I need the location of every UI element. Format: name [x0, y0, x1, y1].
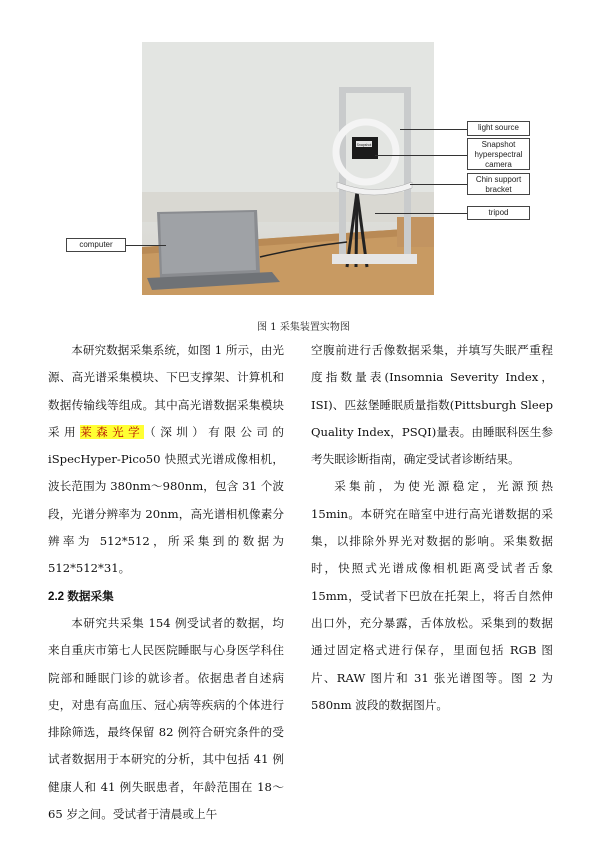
figure-caption: 图 1 采集装置实物图	[257, 322, 350, 333]
chin-support-callout: Chin support bracket	[467, 173, 530, 195]
computer-leader	[126, 245, 166, 246]
right-column	[311, 337, 553, 719]
paragraph-text: 本研究数据采集系统，如图 1 所示，由光源、高光谱采集模块、下巴支撑架、计算机和数据传输线等组成。其中高光谱数据采集模块采用	[48, 343, 284, 439]
camera-callout: Snapshot hyperspectral camera	[467, 138, 530, 170]
apparatus-photo	[142, 42, 434, 295]
paragraph-procedure: 采集前，为使光源稳定，光源预热 15min。本研究在暗室中进行高光谱数据的采集，以排除外界光对数据的影响。采集数据时，快照式光谱成像相机距离受试者舌象 15mm，受试者下巴放在托架上，将舌自然伸出口外，充分暴露，舌体放松。采集到的数据通过固定格式进行保存，里面包括 RGB 图片、RAW 图片和 31 张光谱图等。图 2 为 580nm 波段的数据图片。	[311, 479, 553, 712]
highlighted-company: 莱森光学	[80, 424, 145, 439]
paragraph-text: （深圳）有限公司的 iSpecHyper-Pico50 快照式光谱成像相机，波长范围为 380nm～980nm，包含 31 个波段，光谱分辨率为 20nm，高光谱相机像素分辨率为 512*512，所采集到的数据为 512*512*31。	[48, 424, 284, 576]
camera-leader	[375, 155, 467, 156]
paragraph-questionnaire: 空腹前进行舌像数据采集，并填写失眠严重程度指数量表(Insomnia Severity Index，ISI)、匹兹堡睡眠质量指数(Pittsburgh Sleep Quality Index，PSQI)量表。由睡眠科医生参考失眠诊断指南，确定受试者诊断结果。	[311, 343, 553, 467]
tripod-leader	[375, 213, 467, 214]
paragraph-subjects: 本研究共采集 154 例受试者的数据，均来自重庆市第七人民医院睡眠与心身医学科住院部和睡眠门诊的就诊者。依据患者自述病史，对患有高血压、冠心病等疾病的个体进行排除筛选，最终保留 82 例符合研究条件的受试者数据用于本研究的分析，其中包括 41 例健康人和 41 例失眠患者，年龄范围在 18～65 岁之间。受试者于清晨或上午	[48, 615, 284, 822]
tripod-callout: tripod	[467, 206, 530, 220]
camera-label: Snapshot	[356, 143, 372, 147]
paragraph-system	[48, 337, 284, 583]
light-source-leader	[400, 129, 467, 130]
computer-callout: computer	[66, 238, 126, 252]
chin-leader	[410, 184, 467, 185]
light-source-callout: light source	[467, 121, 530, 136]
section-heading: 2.2 数据采集	[48, 589, 114, 603]
apparatus-illustration	[142, 42, 434, 295]
left-column	[48, 337, 284, 828]
